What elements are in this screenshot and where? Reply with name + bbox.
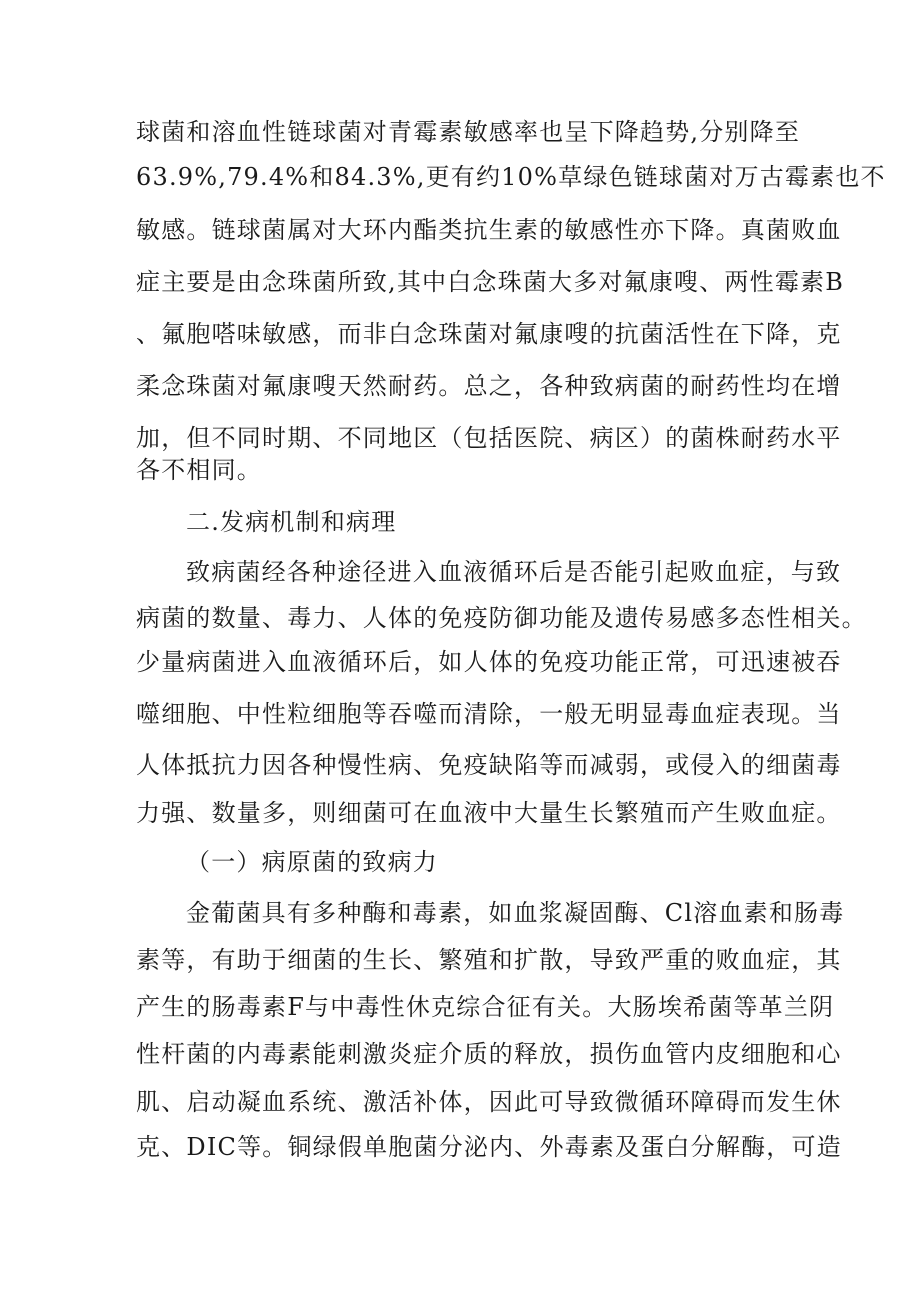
text-line-15: 力强、数量多，则细菌可在血液中大量生长繁殖而产生败血症。 — [136, 799, 842, 827]
text-line-10: 致病菌经各种途径进入血液循环后是否能引起败血症，与致 — [186, 558, 842, 586]
text-line-12: 少量病菌进入血液循环后，如人体的免疫功能正常，可迅速被吞 — [136, 648, 842, 676]
text-line-2: 63.9%,79.4%和84.3%,更有约10%草绿色链球菌对万古霉素也不 — [136, 163, 886, 191]
text-line-6: 柔念珠菌对氟康嗖天然耐药。总之，各种致病菌的耐药性均在增 — [136, 372, 842, 400]
text-line-1: 球菌和溶血性链球菌对青霉素敏感率也呈下降趋势,分别降至 — [136, 118, 801, 146]
section-heading-pathogenesis: 二.发病机制和病理 — [186, 508, 397, 536]
text-line-22: 克、DIC等。铜绿假单胞菌分泌内、外毒素及蛋白分解酶，可造 — [136, 1133, 842, 1161]
text-line-20: 性杆菌的内毒素能刺激炎症介质的释放，损伤血管内皮细胞和心 — [136, 1040, 842, 1068]
text-line-3: 敏感。链球菌属对大环内酯类抗生素的敏感性亦下降。真菌败血 — [136, 216, 842, 244]
text-line-4: 症主要是由念珠菌所致,其中白念珠菌大多对氟康嗖、两性霉素B — [136, 268, 845, 296]
text-line-8: 各不相同。 — [136, 456, 262, 484]
text-line-19: 产生的肠毒素F与中毒性休克综合征有关。大肠埃希菌等革兰阴 — [136, 993, 835, 1021]
text-line-7: 加，但不同时期、不同地区（包括医院、病区）的菌株耐药水平 — [136, 424, 842, 452]
text-line-11: 病菌的数量、毒力、人体的免疫防御功能及遗传易感多态性相关。 — [136, 604, 867, 632]
text-line-21: 肌、启动凝血系统、激活补体，因此可导致微循环障碍而发生休 — [136, 1088, 842, 1116]
subsection-heading-virulence: （一）病原菌的致病力 — [186, 848, 438, 876]
text-line-17: 金葡菌具有多种酶和毒素，如血浆凝固酶、Cl溶血素和肠毒 — [186, 899, 845, 927]
text-line-18: 素等，有助于细菌的生长、繁殖和扩散，导致严重的败血症，其 — [136, 946, 842, 974]
text-line-13: 噬细胞、中性粒细胞等吞噬而清除，一般无明显毒血症表现。当 — [136, 700, 842, 728]
text-line-5: 、氟胞嗒味敏感，而非白念珠菌对氟康嗖的抗菌活性在下降，克 — [136, 320, 842, 348]
text-line-14: 人体抵抗力因各种慢性病、免疫缺陷等而减弱，或侵入的细菌毒 — [136, 751, 842, 779]
